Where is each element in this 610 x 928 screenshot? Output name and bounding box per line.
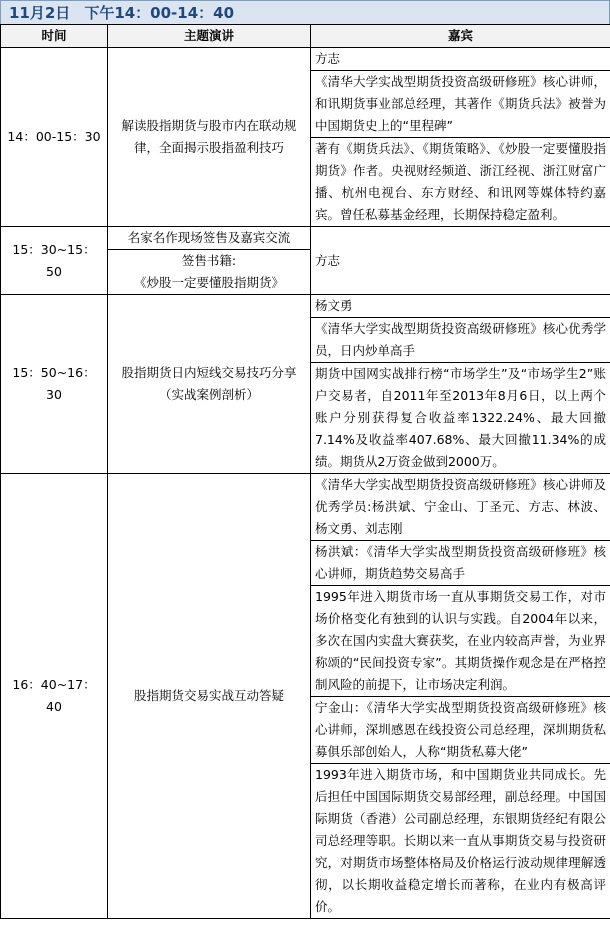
book-title: 《炒股一定要懂股指期货》 bbox=[133, 275, 284, 290]
column-header-time: 时间 bbox=[1, 25, 108, 48]
schedule-time: 下午14：00-14：40 bbox=[84, 4, 235, 22]
session-topic: 名家名作现场签售及嘉宾交流 bbox=[108, 227, 311, 250]
session-time: 15：30~15：50 bbox=[1, 227, 108, 295]
session-time: 14：00-15：30 bbox=[1, 48, 108, 227]
column-header-topic: 主题演讲 bbox=[108, 25, 311, 48]
session-topic bbox=[108, 295, 311, 474]
table-row bbox=[1, 227, 610, 250]
guest-name: 方志 bbox=[311, 48, 610, 71]
guest-intro: 《清华大学实战型期货投资高级研修班》核心优秀学员，日内炒单高手 bbox=[311, 318, 610, 363]
book-label: 签售书籍: bbox=[181, 253, 237, 268]
session-topic: 解读股指期货与股市内在联动规律，全面揭示股指盈利技巧 bbox=[108, 48, 311, 227]
guest-intro: 《清华大学实战型期货投资高级研修班》核心讲师及优秀学员:杨洪斌、宁金山、丁圣元、方志、林波、杨文勇、刘志刚 bbox=[311, 474, 610, 541]
column-header-guest: 嘉宾 bbox=[311, 25, 610, 48]
guest-header: 宁金山：《清华大学实战型期货投资高级研修班》核心讲师，深圳感恩在线投资公司总经理，深圳期货私募俱乐部创始人，人称“期货私募大佬” bbox=[311, 697, 610, 764]
session-time: 15：50~16：30 bbox=[1, 295, 108, 474]
guest-name: 杨文勇 bbox=[311, 295, 610, 318]
guest-bio: 1993年进入期货市场，和中国期货业共同成长。先后担任中国国际期货交易部经理，副总经理。中国国际期货（香港）公司副总经理，东银期货经纪有限公司总经理等职。长期以来一直从事期货交易与投资研究，对期货市场整体格局及价格运行波动规律理解透彻，以长期收益稳定增长而著称，在业内有极高评价。 bbox=[311, 764, 610, 919]
schedule-date: 11月2日 bbox=[9, 4, 71, 22]
topic-subline: （实战案例剖析） bbox=[158, 387, 259, 402]
guest-name: 方志 bbox=[311, 227, 610, 295]
guest-header: 杨洪斌：《清华大学实战型期货投资高级研修班》核心讲师，期货趋势交易高手 bbox=[311, 541, 610, 586]
session-topic: 股指期货交易实战互动答疑 bbox=[108, 474, 311, 919]
guest-bio: 著有《期货兵法》、《期货策略》、《炒股一定要懂股指期货》作者。央视财经频道、浙江经视、浙江财富广播、杭州电视台、东方财经、和讯网等媒体特约嘉宾。曾任私募基金经理，长期保持稳定盈利。 bbox=[311, 138, 610, 227]
guest-bio: 期货中国网实战排行榜“市场学生”及“市场学生2”账户交易者，自2011年至2013年8月6日，以上两个账户分别获得复合收益率1322.24%、最大回撤7.14%及收益率407.68%、最大回撤11.34%的成绩。期货从2万资金做到2000万。 bbox=[311, 363, 610, 474]
session-time: 16：40~17：40 bbox=[1, 474, 108, 919]
guest-bio: 1995年进入期货市场一直从事期货交易工作，对市场价格变化有独到的认识与实践。自2004年以来，多次在国内实盘大赛获奖，在业内较高声誉，为业界称颂的“民间投资专家”。其期货操作观念是在严格控制风险的前提下，让市场决定利润。 bbox=[311, 586, 610, 697]
table-row bbox=[1, 295, 610, 318]
table-row bbox=[1, 48, 610, 71]
schedule-table bbox=[0, 24, 610, 919]
table-row bbox=[1, 474, 610, 541]
topic-line: 股指期货日内短线交易技巧分享 bbox=[121, 365, 297, 380]
guest-intro: 《清华大学实战型期货投资高级研修班》核心讲师，和讯期货事业部总经理，其著作《期货兵法》被誉为中国期货史上的“里程碑” bbox=[311, 71, 610, 138]
session-topic-book bbox=[108, 250, 311, 295]
schedule-title-bar bbox=[0, 0, 610, 24]
table-header-row bbox=[1, 25, 610, 48]
